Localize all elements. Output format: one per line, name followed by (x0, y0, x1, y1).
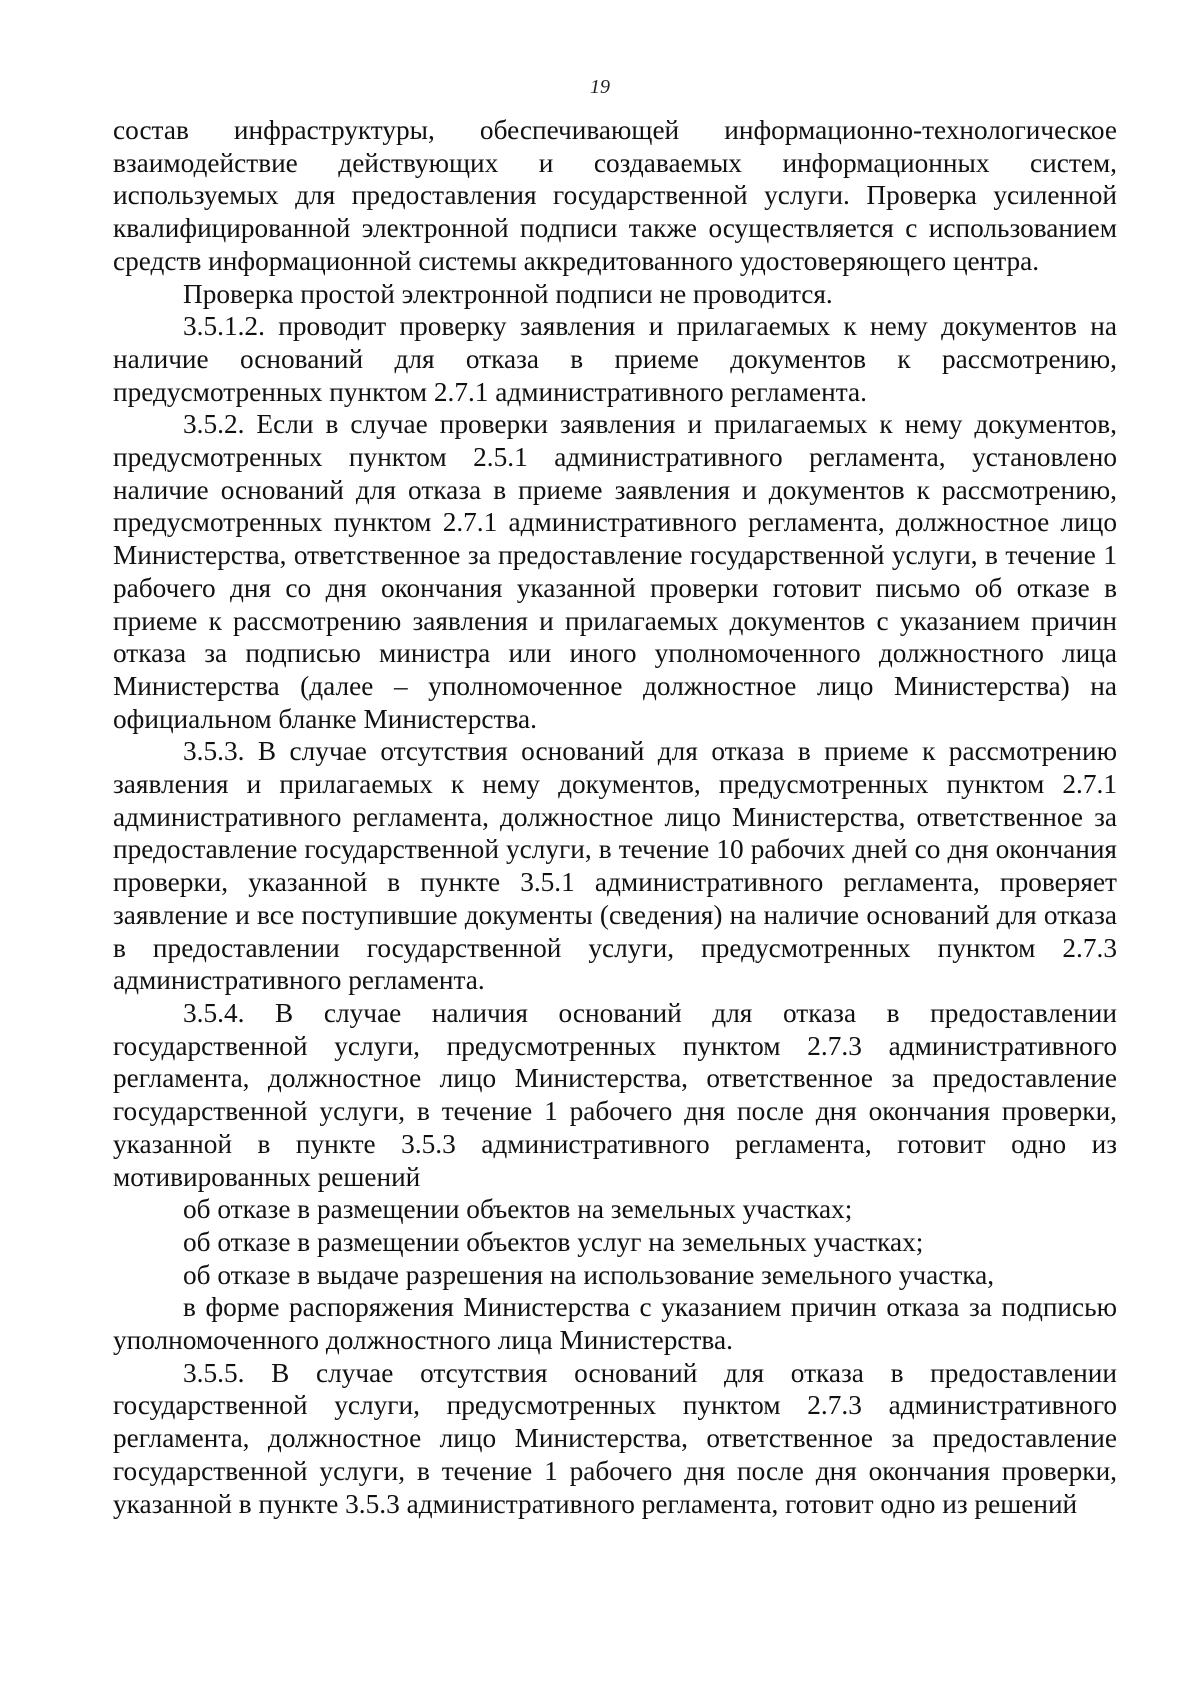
paragraph-3-5-2: 3.5.2. Если в случае проверки заявления и прилагаемых к нему документов, предусмотренных пунктом 2.5.1 административного регламента, установлено наличие оснований для отказа в приеме заявления и документов к рассмотрению, предусмотренных пунктом 2.7.1 административного регламента, должностное лицо Министерства, ответственное за предоставление государственной услуги, в течение 1 рабочего дня со дня окончания указанной проверки готовит письмо об отказе в приеме к рассмотрению заявления и прилагаемых документов с указанием причин отказа за подписью министра или иного уполномоченного должностного лица Министерства (далее – уполномоченное должностное лицо Министерства) на официальном бланке Министерства. (113, 409, 1117, 734)
paragraph-3-5-4: 3.5.4. В случае наличия оснований для отказа в предоставлении государственной услуги, предусмотренных пунктом 2.7.3 административного регламента, должностное лицо Министерства, ответственное за предоставление государственной услуги, в течение 1 рабочего дня после дня окончания проверки, указанной в пункте 3.5.3 административного регламента, готовит одно из мотивированных решений (113, 997, 1117, 1192)
document-body (113, 114, 1117, 1520)
list-item-refusal-service-objects: об отказе в размещении объектов услуг на земельных участках; (183, 1226, 924, 1257)
paragraph-3-5-1-2: 3.5.1.2. проводит проверку заявления и прилагаемых к нему документов на наличие оснований для отказа в приеме документов к рассмотрению, предусмотренных пунктом 2.7.1 административного регламента. (113, 311, 1117, 407)
list-item-refusal-objects: об отказе в размещении объектов на земельных участках; (183, 1194, 853, 1225)
page-number: 19 (590, 76, 610, 98)
paragraph-3-5-5: 3.5.5. В случае отсутствия оснований для отказа в предоставлении государственной услуги, предусмотренных пунктом 2.7.3 административного регламента, должностное лицо Министерства, ответственное за предоставление государственной услуги, в течение 1 рабочего дня после дня окончания проверки, указанной в пункте 3.5.3 административного регламента, готовит одно из решений (113, 1357, 1117, 1519)
paragraph-continuation: состав инфраструктуры, обеспечивающей информационно-технологическое взаимодействие действующих и создаваемых информационных систем, используемых для предоставления государственной услуги. Проверка усиленной квалифицированной электронной подписи также осуществляется с использованием средств информационной системы аккредитованного удостоверяющего центра. (113, 115, 1117, 276)
paragraph-order-form: в форме распоряжения Министерства с указанием причин отказа за подписью уполномоченного должностного лица Министерства. (113, 1292, 1117, 1356)
list-item-refusal-permit: об отказе в выдаче разрешения на использование земельного участка, (183, 1259, 995, 1290)
paragraph-3-5-3: 3.5.3. В случае отсутствия оснований для отказа в приеме к рассмотрению заявления и прилагаемых к нему документов, предусмотренных пунктом 2.7.1 административного регламента, должностное лицо Министерства, ответственное за предоставление государственной услуги, в течение 10 рабочих дней со дня окончания проверки, указанной в пункте 3.5.1 административного регламента, проверяет заявление и все поступившие документы (сведения) на наличие оснований для отказа в предоставлении государственной услуги, предусмотренных пунктом 2.7.3 административного регламента. (113, 736, 1117, 996)
paragraph-simple-signature: Проверка простой электронной подписи не проводится. (183, 278, 833, 309)
